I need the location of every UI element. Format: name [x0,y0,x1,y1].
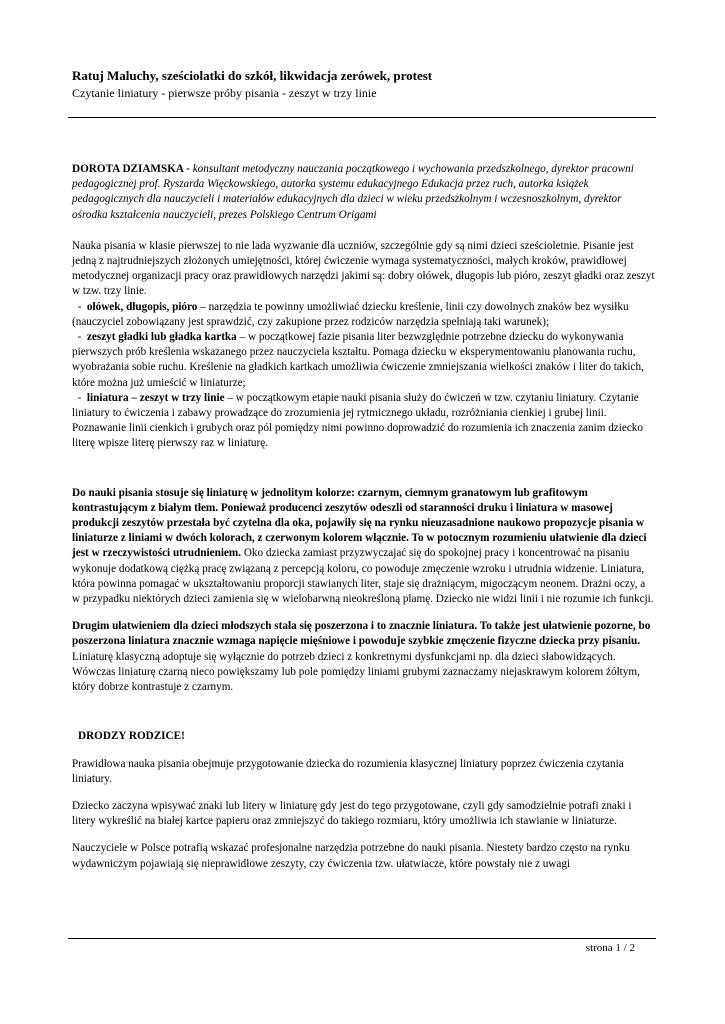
paragraph: Nauka pisania w klasie pierwszej to nie lada wyzwanie dla uczniów, szczególnie gdy są nimi dzieci sześcioletnie. Pisanie jest jedną z najtrudniejszych złożonych umiejętności, której ćwiczenie wymaga systematyczności, małych kroków, prawidłowej metodycznej organizacji pracy oraz prawidłowych narzędzi jakimi są: dobry ołówek, długopis lub pióro, zeszyt gładki oraz zeszyt w tzw. trzy linie. [72,239,655,298]
paragraph [72,486,656,608]
paragraph-bold: Do nauki pisania stosuje się liniaturę w jednolitym kolorze: czarnym, ciemnym granatowym lub grafitowym kontrastującym z białym tłem. Ponieważ producenci zeszytów odeszli od staranności druku i liniatura w masowej produkcji zeszytów przestała być czytelna dla oka, pojawiły się na rynku nieuzasadnione naukowo propozycje pisania w liniaturze z liniami w dwóch kolorach, z czerwonym kolorem włącznie. To w potocznym rozumieniu ułatwienie dla dzieci jest w rzeczywistości utrudnieniem. [72,486,647,560]
list-item [72,391,656,452]
article-subtitle: Czytanie liniatury - pierwsze próby pisania - zeszyt w trzy linie [72,86,377,100]
paragraph: Dziecko zaczyna wpisywać znaki lub litery w liniaturę gdy jest do tego przygotowane, czyli gdy samodzielnie potrafi znaki i litery wykreślić na białej kartce papieru oraz zmniejszyć do takiego rozmiaru, który umożliwia ich stawianie w liniaturze. [72,799,632,828]
paragraph-text: Oko dziecka zamiast przyzwyczajać się do spokojnej pracy i koncentrować na pisaniu wykonuje dodatkową ciężką pracę związaną z percepcją koloru, co powoduje zmęczenie wzroku i utrudnia widzenie. Liniatura, która powinna pomagać w ukształtowaniu proporcji stawianych liter, staje się drażniącym, migoczącym neonem. Drażni oczy, a w przypadku niektórych dzieci zamienia się w wielobarwną nieokreśloną plamę. Dziecko nie widzi linii i nie rozumie ich funkcji. [72,547,654,606]
list-item-label: zeszyt gładki lub gładka kartka [86,331,237,344]
paragraph-bold: Drugim ułatwieniem dla dzieci młodszych stała się poszerzona i to znacznie liniatura. To także jest ułatwienie pozorne, bo poszerzona liniatura znacznie wzmaga napięcie mięśniowe i powoduje szybkie zmęczenie fizyczne dziecka przy pisaniu. [72,620,651,648]
paragraph [72,619,656,695]
section-tools [72,239,656,452]
list-item-label: ołówek, długopis, pióro [86,300,198,313]
article-title: Ratuj Maluchy, sześciolatki do szkół, likwidacja zerówek, protest [72,68,433,83]
list-item [72,330,656,391]
paragraph-text: Liniaturę klasyczną adoptuje się wyłącznie do potrzeb dzieci z konkretnymi dysfunkcjami np. dla dzieci słabowidzących. Wówczas liniaturę czarną nieco powiększamy lub pole pomiędzy liniami grubymi zaznaczamy niejaskrawym kolorem żółtym, który dobrze kontrastuje z czarnym. [72,650,640,694]
header-divider [68,117,656,118]
bullet-dash: - [77,331,82,344]
author-description: konsultant metodyczny nauczania początkowego i wychowania przedszkolnego, dyrektor pracowni pedagogicznej prof. Ryszarda Więckowskiego, autorka systemu edukacyjnego Edukacja przez ruch, autorka książek pedagogicznych dla nauczycieli i materiałów edukacyjnych dla dzieci w wieku przedszkolnym i wczesnoszkolnym, dyrektor ośrodka kształcenia nauczycieli, prezes Polskiego Centrum Origami [72,163,634,221]
list-item-text: – narzędzia te powinny umożliwiać dziecku kreślenie, linii czy dowolnych znaków bez wysiłku (nauczyciel zobowiązany jest sprawdzić, czy zakupione przez rodziców narzędzia spełniają taki warunek); [72,300,629,328]
page-header [72,68,662,101]
list-item [72,300,656,330]
list-item-text: – w początkowym etapie nauki pisania służy do ćwiczeń w tzw. czytaniu liniatury. Czytanie liniatury to ćwiczenia i zabawy prowadzące do zrozumienia jej rytmicznego układu, rozróżniania cienkiej i grubej linii. Poznawanie linii cienkich i grubych oraz pól pomiędzy nimi powinno doprowadzić do rozumienia ich znaczenia zanim dziecko literę wpisze literę pierwszy raz w liniaturę. [72,391,643,450]
list-item-text: – w początkowej fazie pisania liter bezwzględnie potrzebne dziecku do wykonywania pierwszych prób kreślenia wskazanego przez nauczyciela kształtu. Pomaga dziecku w eksperymentowaniu planowania ruchu, wyobrażania sobie ruchu. Kreślenie na gładkich kartkach umożliwia ćwiczenie zmniejszania wielkości znaków i liter do takich, które można już umieścić w liniaturze; [72,331,644,389]
bullet-dash: - [77,300,82,313]
paragraph: Prawidłowa nauka pisania obejmuje przygotowanie dziecka do rozumienia klasycznej liniatury poprzez ćwiczenia czytania liniatury. [72,757,624,785]
author-intro [72,162,656,223]
bullet-dash: - [77,391,82,404]
page-number: strona 1 / 2 [585,942,635,954]
article-body [72,162,656,884]
paragraph: Nauczyciele w Polsce potrafią wskazać profesjonalne narzędzia potrzebne do nauki pisania. Niestety bardzo często na rynku wydawniczym pojawiają się nieprawidłowe zeszyty, czy ćwiczenia tzw. ułatwiacze, które powstały nie z uwagi [72,842,630,870]
footer-divider [68,938,656,939]
author-name: DOROTA DZIAMSKA - [72,163,190,175]
section-heading: DRODZY RODZICE! [78,730,185,743]
list-item-label: liniatura – zeszyt w trzy linie [86,391,225,404]
